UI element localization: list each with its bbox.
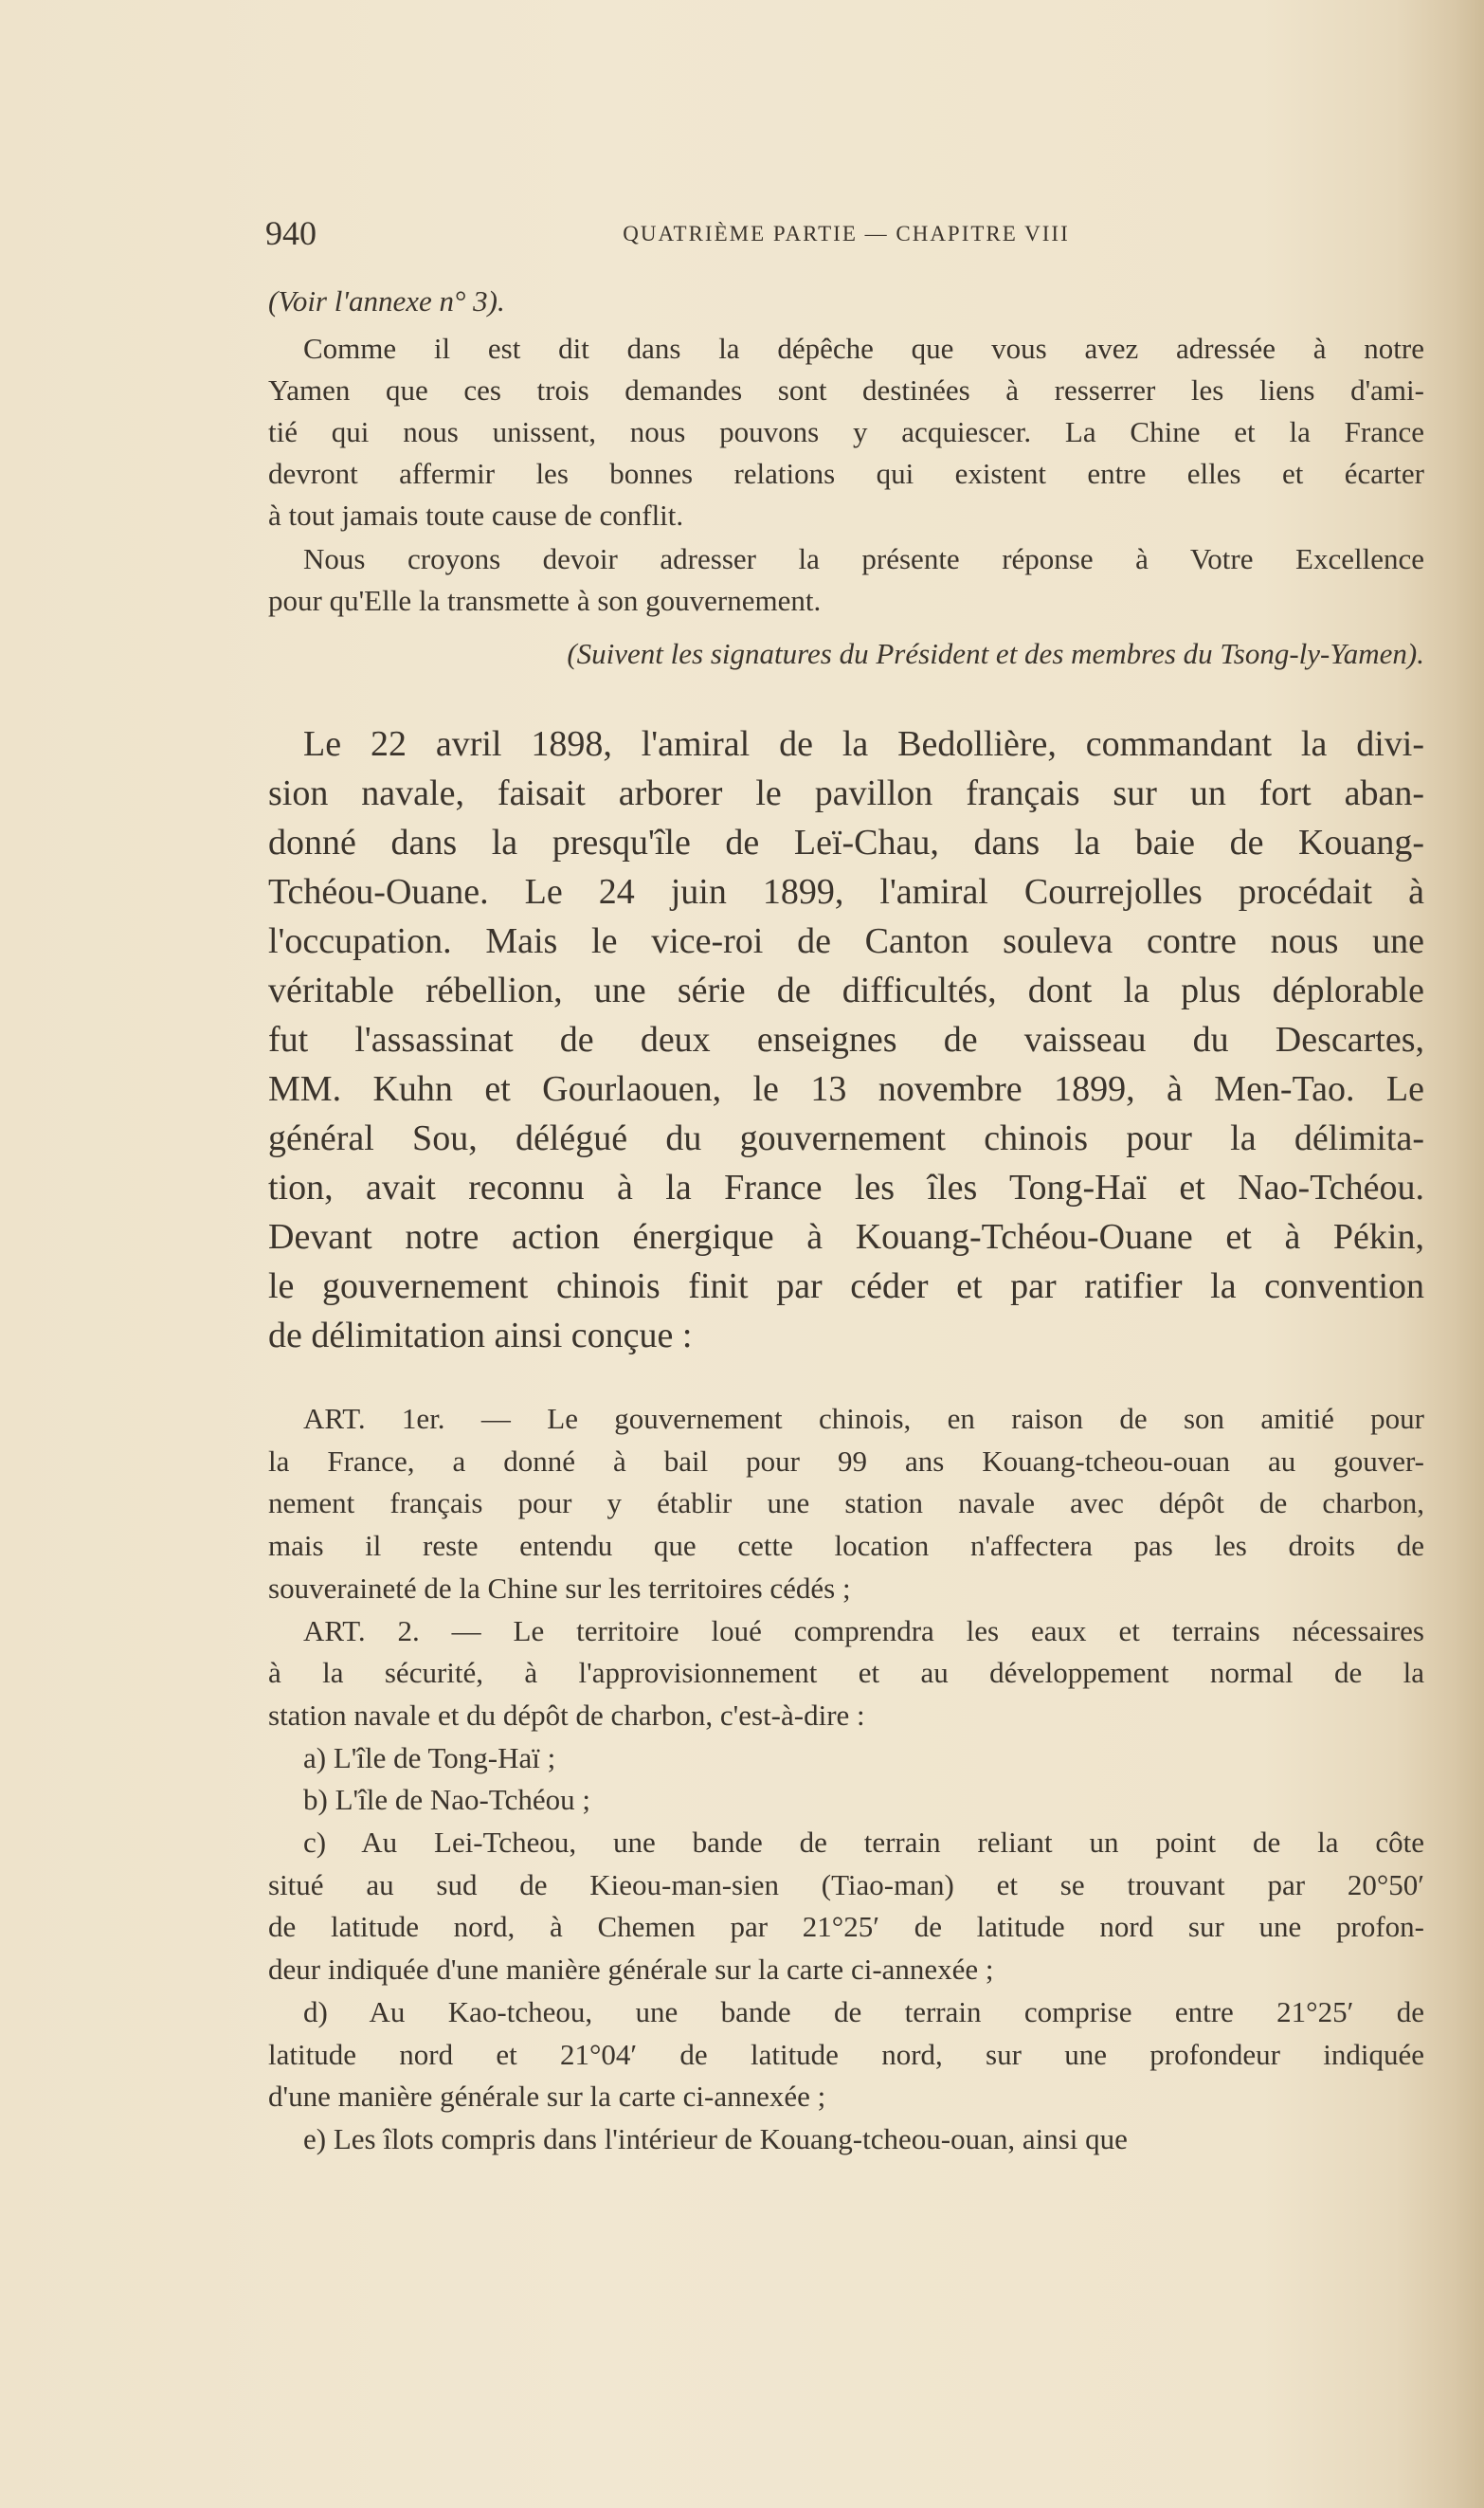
text-line: sion navale, faisait arborer le pavillon français sur un fort aban-: [268, 773, 1424, 813]
text-line: Devant notre action énergique à Kouang-Tchéou-Ouane et à Pékin,: [268, 1217, 1424, 1257]
text-line: donné dans la presqu'île de Leï-Chau, dans la baie de Kouang-: [268, 823, 1424, 863]
text-line: souveraineté de la Chine sur les territoires cédés ;: [268, 1571, 851, 1605]
text-line: situé au sud de Kieou-man-sien (Tiao-man) et se trouvant par 20°50′: [268, 1867, 1424, 1901]
text-line: tié qui nous unissent, nous pouvons y acquiescer. La Chine et la France: [268, 415, 1424, 448]
text-line: b) L'île de Nao-Tchéou ;: [303, 1783, 590, 1817]
text-line: Nous croyons devoir adresser la présente réponse à Votre Excellence: [303, 542, 1424, 575]
text-line: deur indiquée d'une manière générale sur la carte ci-annexée ;: [268, 1953, 994, 1987]
text-line: de latitude nord, à Chemen par 21°25′ de latitude nord sur une profon-: [268, 1910, 1424, 1944]
article-paragraph: [268, 1991, 1424, 2118]
text-line: ART. 2. — Le territoire loué comprendra les eaux et terrains nécessaires: [303, 1613, 1424, 1647]
text-line: la France, a donné à bail pour 99 ans Kouang-tcheou-ouan au gouver-: [268, 1444, 1424, 1478]
annex-note: (Voir l'annexe n° 3).: [268, 284, 505, 318]
text-line: e) Les îlots compris dans l'intérieur de Kouang-tcheou-ouan, ainsi que: [303, 2121, 1128, 2155]
signatures-note: (Suivent les signatures du Président et des membres du Tsong-ly-Yamen).: [567, 637, 1424, 670]
article-paragraph: [268, 1398, 1424, 1610]
article-paragraph: [268, 2118, 1424, 2161]
text-line: c) Au Lei-Tcheou, une bande de terrain reliant un point de la côte: [303, 1826, 1424, 1860]
text-line: d) Au Kao-tcheou, une bande de terrain comprise entre 21°25′ de: [303, 1994, 1424, 2028]
text-line: station navale et du dépôt de charbon, c'est-à-dire :: [268, 1698, 865, 1732]
text-line: fut l'assassinat de deux enseignes de vaisseau du Descartes,: [268, 1020, 1424, 1060]
text-line: a) L'île de Tong-Haï ;: [303, 1740, 556, 1774]
text-line: MM. Kuhn et Gourlaouen, le 13 novembre 1899, à Men-Tao. Le: [268, 1069, 1424, 1109]
text-line: ART. 1er. — Le gouvernement chinois, en raison de son amitié pour: [303, 1402, 1424, 1435]
text-line: latitude nord et 21°04′ de latitude nord, sur une profondeur indiquée: [268, 2037, 1424, 2071]
text-line: à tout jamais toute cause de conflit.: [268, 499, 684, 532]
article-paragraph: [268, 1822, 1424, 1991]
text-line: nement français pour y établir une station navale avec dépôt de charbon,: [268, 1486, 1424, 1520]
text-line: tion, avait reconnu à la France les îles Tong-Haï et Nao-Tchéou.: [268, 1168, 1424, 1208]
text-line: Comme il est dit dans la dépêche que vous avez adressée à notre: [303, 332, 1424, 365]
text-line: le gouvernement chinois finit par céder et par ratifier la convention: [268, 1266, 1424, 1306]
article-paragraph: [268, 1737, 1424, 1780]
running-head: QUATRIÈME PARTIE — CHAPITRE VIII: [623, 222, 1070, 245]
page-number: 940: [265, 214, 317, 252]
text-line: général Sou, délégué du gouvernement chinois pour la délimita-: [268, 1118, 1424, 1158]
article-paragraph: [268, 1779, 1424, 1822]
text-line: à la sécurité, à l'approvisionnement et au développement normal de la: [268, 1656, 1424, 1690]
text-line: Yamen que ces trois demandes sont destinées à resserrer les liens d'ami-: [268, 373, 1424, 407]
text-line: d'une manière générale sur la carte ci-annexée ;: [268, 2080, 826, 2114]
text-line: véritable rébellion, une série de difficultés, dont la plus déplorable: [268, 971, 1424, 1010]
main-paragraph: [268, 719, 1424, 1360]
article-paragraph: [268, 1610, 1424, 1737]
convention-articles: [268, 1398, 1424, 2161]
letter-paragraph: [268, 538, 1424, 622]
text-line: devront affermir les bonnes relations qui existent entre elles et écarter: [268, 457, 1424, 490]
text-line: Le 22 avril 1898, l'amiral de la Bedollière, commandant la divi-: [303, 724, 1424, 764]
text-line: pour qu'Elle la transmette à son gouvernement.: [268, 584, 822, 617]
text-line: de délimitation ainsi conçue :: [268, 1316, 693, 1355]
text-line: Tchéou-Ouane. Le 24 juin 1899, l'amiral Courrejolles procédait à: [268, 872, 1424, 912]
text-line: l'occupation. Mais le vice-roi de Canton souleva contre nous une: [268, 921, 1424, 961]
text-line: mais il reste entendu que cette location n'affectera pas les droits de: [268, 1529, 1424, 1563]
letter-paragraph: [268, 328, 1424, 536]
